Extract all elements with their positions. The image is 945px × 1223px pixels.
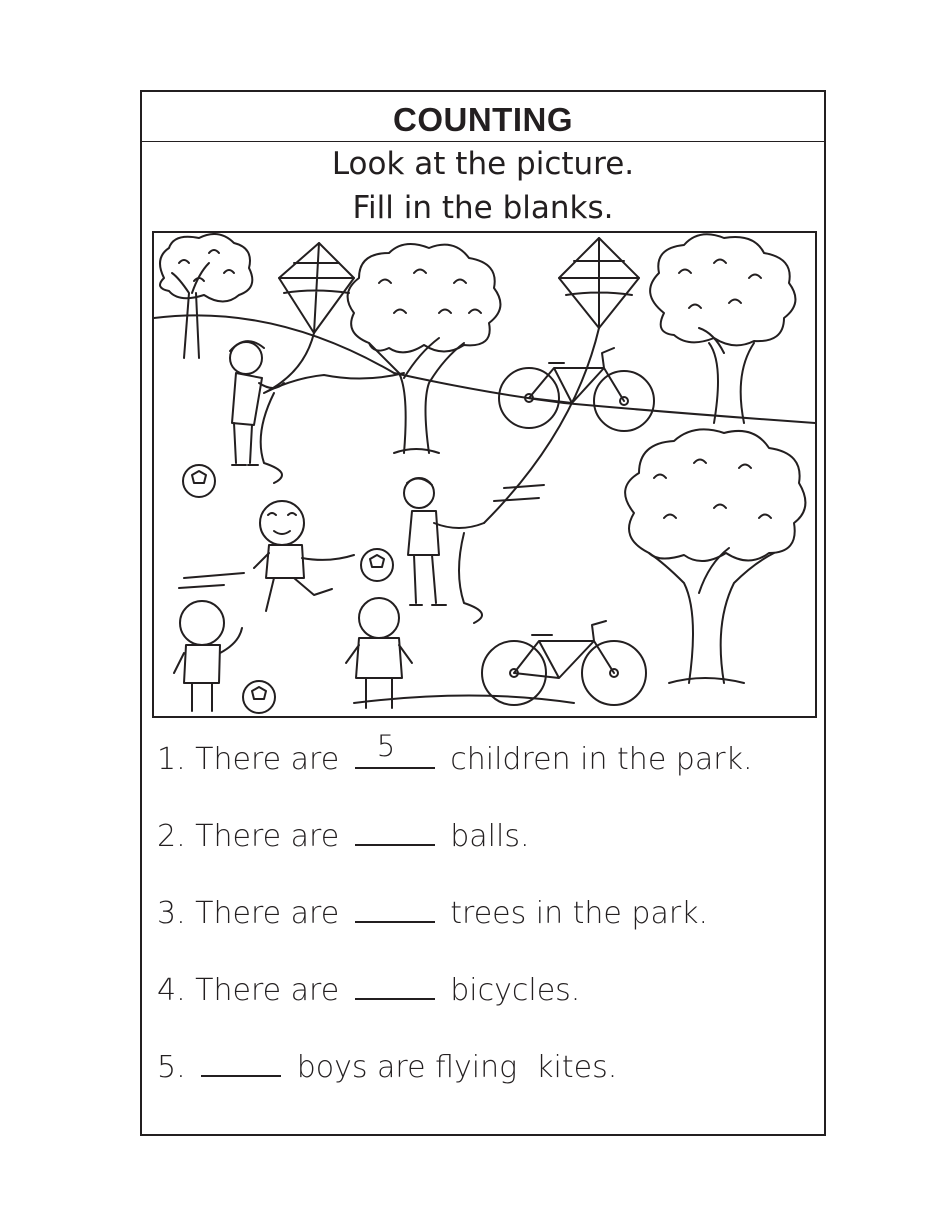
child-icon [254,501,354,611]
question-prefix: There are [195,742,340,777]
question-1 [157,729,753,777]
child-icon [174,601,242,711]
question-suffix: boys are flying kites. [296,1050,618,1085]
question-number: 4. [157,973,186,1008]
park-scene-illustration [152,231,817,718]
bicycle-icon [482,621,646,705]
ball-icon [243,681,275,713]
answer-blank[interactable] [355,974,435,1000]
worksheet-title: COUNTING [393,100,573,138]
question-prefix: There are [195,819,340,854]
tree-icon [650,234,795,423]
instruction-line-1: Look at the picture. [331,146,635,182]
title-bar [142,92,824,142]
instruction-line-2: Fill in the blanks. [352,190,614,226]
question-number: 1. [157,742,186,777]
question-3 [157,896,708,931]
tree-icon [348,244,501,453]
child-icon [346,598,412,708]
answer-blank[interactable] [355,729,435,769]
question-suffix: balls. [450,819,530,854]
question-4 [157,973,580,1008]
question-prefix: There are [195,896,340,931]
question-suffix: trees in the park. [450,896,709,931]
kite-icon [264,243,404,393]
question-prefix: There are [195,973,340,1008]
question-number: 5. [157,1050,186,1085]
ball-icon [361,549,393,581]
answer-blank[interactable] [355,820,435,846]
worksheet [140,90,826,1136]
answer-blank[interactable] [201,1051,281,1077]
tree-icon [625,429,805,683]
question-number: 3. [157,896,186,931]
question-number: 2. [157,819,186,854]
child-icon [230,341,284,483]
ball-icon [183,465,215,497]
question-5 [157,1050,617,1085]
child-icon [404,478,484,623]
question-2 [157,819,530,854]
answer-blank[interactable] [355,897,435,923]
question-suffix: children in the park. [450,742,753,777]
answer-value: 5 [376,729,396,763]
question-suffix: bicycles. [450,973,581,1008]
tree-icon [160,234,252,358]
bicycle-icon [499,348,654,431]
